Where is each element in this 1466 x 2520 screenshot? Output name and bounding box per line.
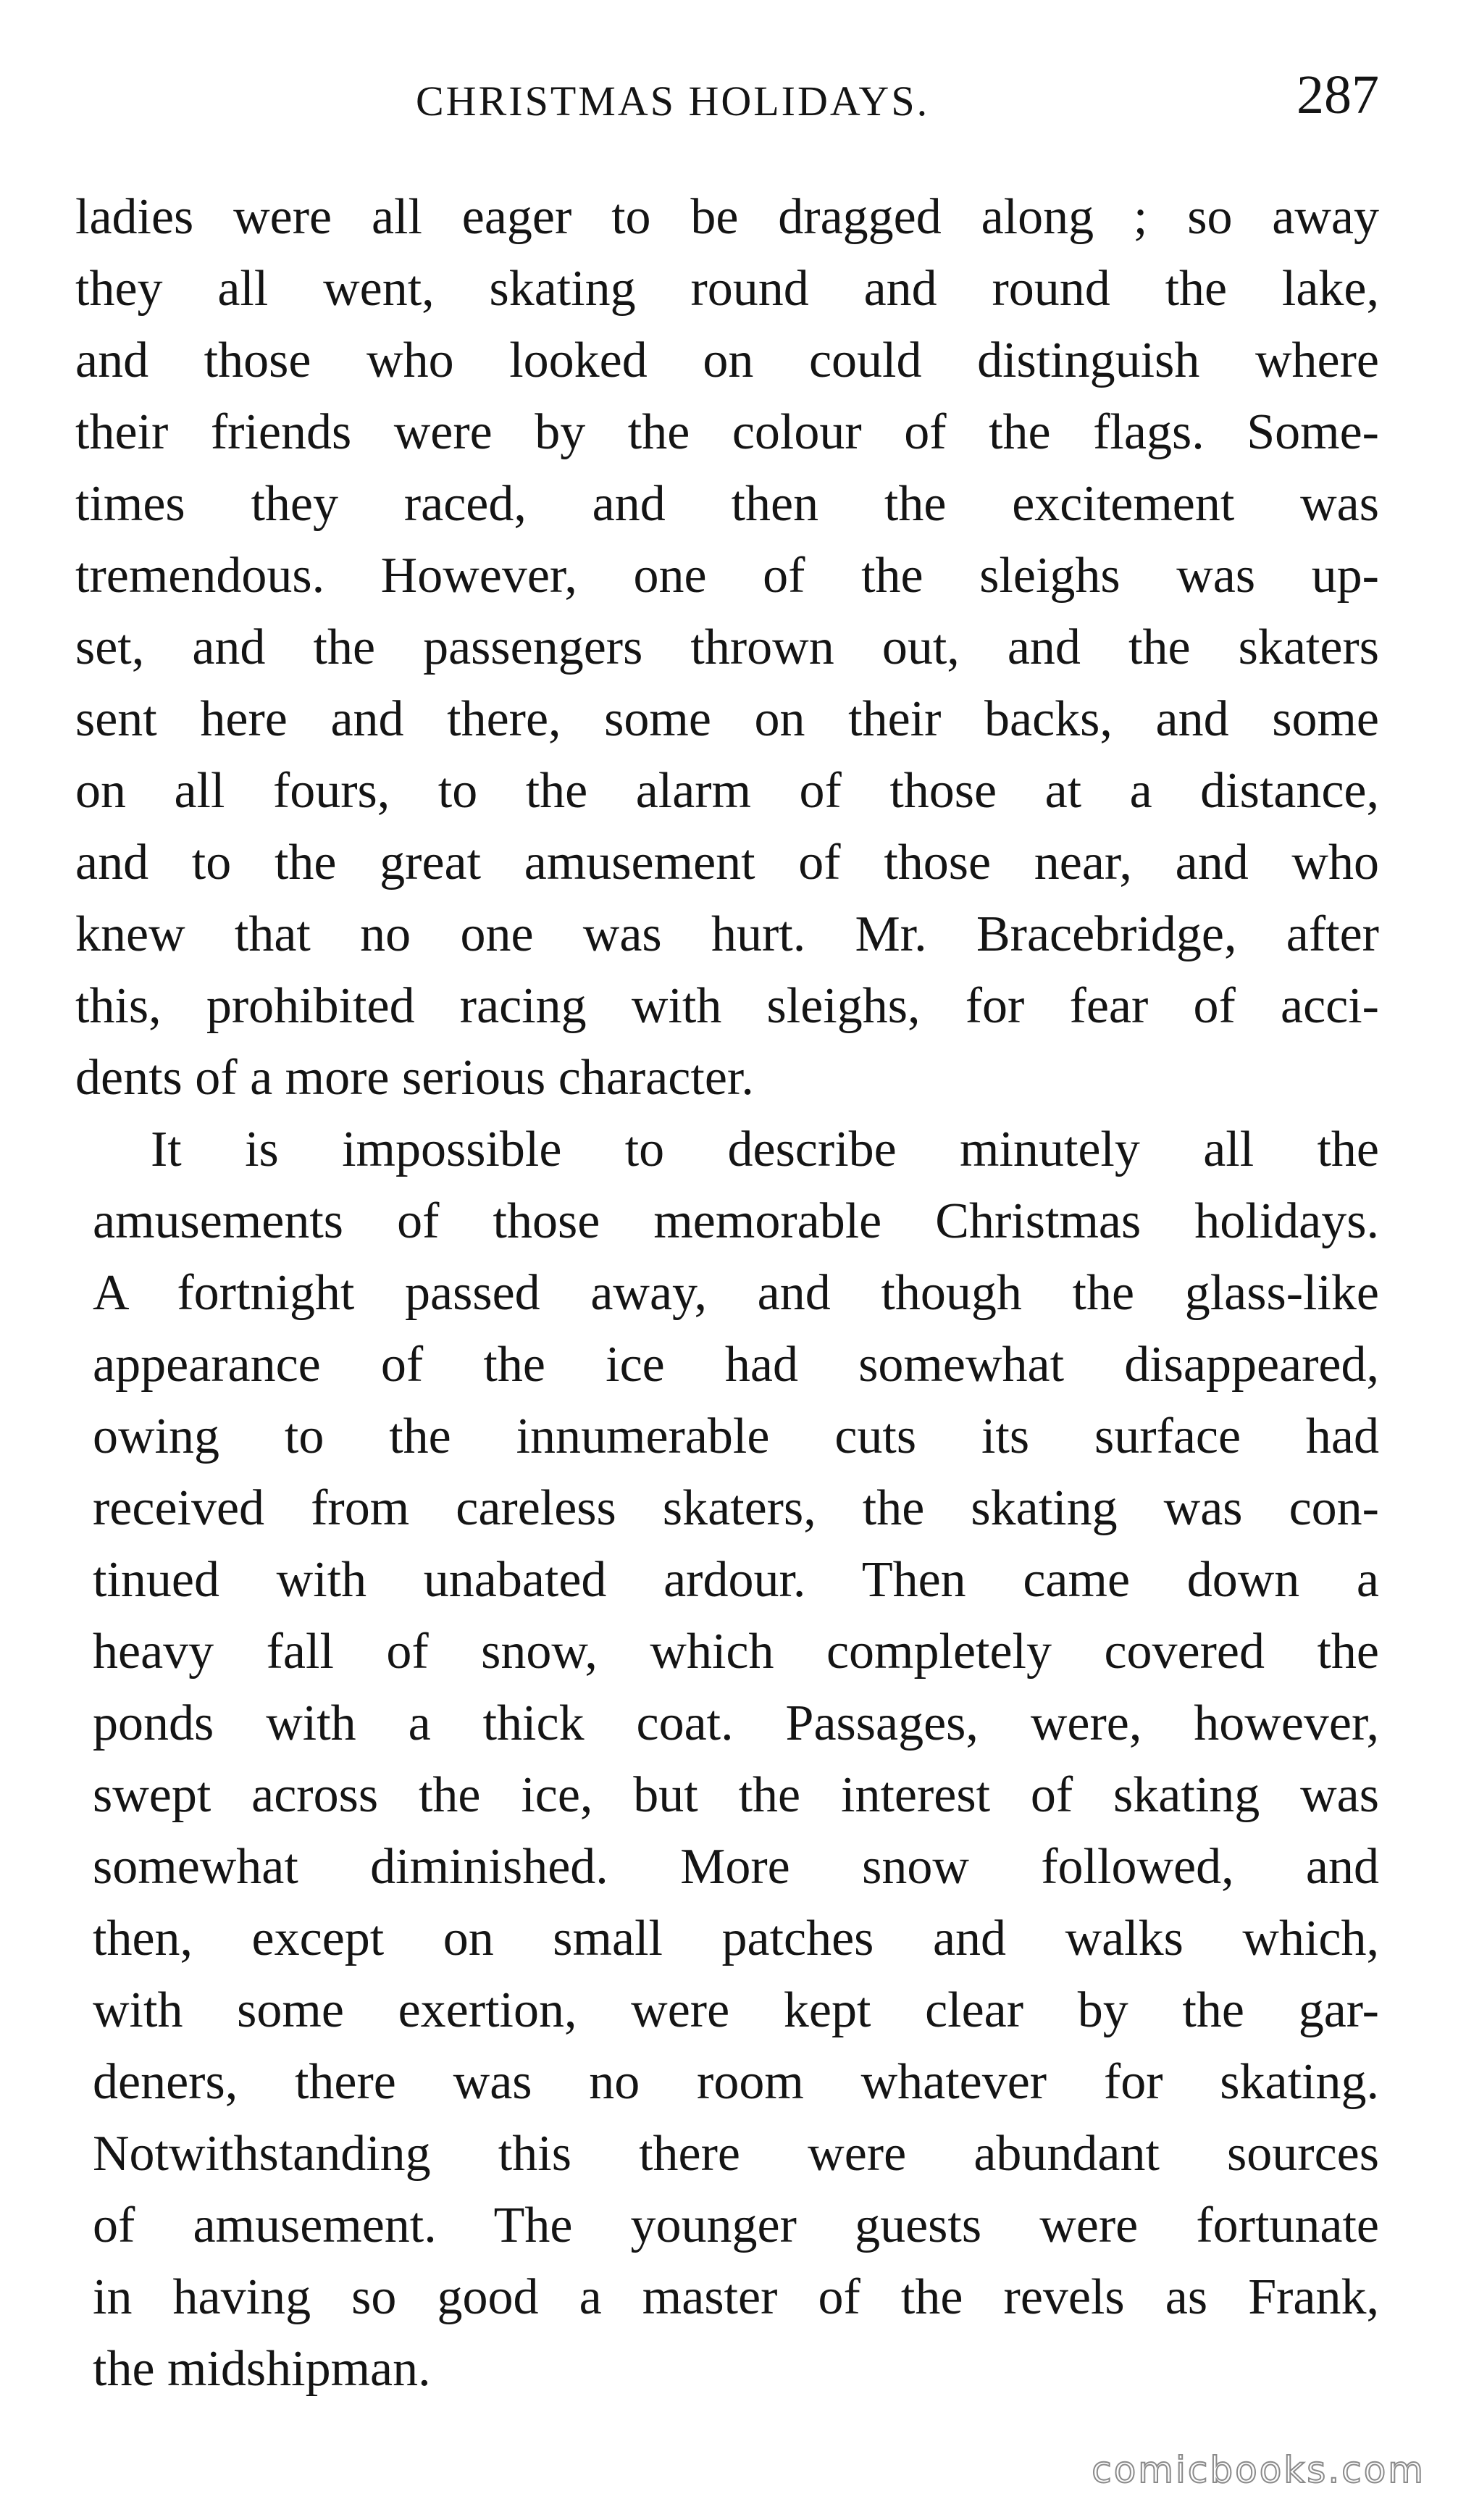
paragraph [75,1114,1379,2405]
text-line: their friends were by the colour of the flags. Some- [75,404,1379,460]
text-line: heavy fall of snow, which completely covered the [93,1624,1379,1680]
text-line: dents of a more serious character. [75,1050,754,1106]
text-line: and those who looked on could distinguish where [75,333,1379,388]
text-line: knew that no one was hurt. Mr. Bracebridge, after [75,906,1379,962]
text-line: Notwithstanding this there were abundant sources [93,2126,1379,2182]
text-line: ladies were all eager to be dragged along ; so away [75,189,1379,245]
text-line: they all went, skating round and round the lake, [75,261,1379,317]
text-line: with some exertion, were kept clear by the gar- [93,1982,1379,2038]
paragraph [75,181,1379,1114]
text-line: times they raced, and then the excitement was [75,476,1379,532]
text-line: sent here and there, some on their backs, and some [75,691,1379,747]
text-line: owing to the innumerable cuts its surface had [93,1409,1379,1464]
text-line: A fortnight passed away, and though the glass-like [93,1265,1379,1321]
text-line: on all fours, to the alarm of those at a distance, [75,763,1379,819]
text-line: this, prohibited racing with sleighs, for fear of acci- [75,978,1379,1034]
text-line: ponds with a thick coat. Passages, were, however, [93,1695,1379,1751]
text-line: in having so good a master of the revels as Frank, [93,2269,1379,2325]
text-line: then, except on small patches and walks which, [93,1911,1379,1966]
text-line: received from careless skaters, the skating was con- [93,1480,1379,1536]
text-line: swept across the ice, but the interest of skating was [93,1767,1379,1823]
body-text [75,181,1379,2405]
page-header [75,64,1379,136]
text-line: set, and the passengers thrown out, and the skaters [75,619,1379,675]
watermark: comicbooks.com [1092,2449,1425,2491]
text-line: tinued with unabated ardour. Then came down a [93,1552,1379,1608]
text-line: and to the great amusement of those near, and who [75,835,1379,890]
text-line: somewhat diminished. More snow followed, and [93,1839,1379,1895]
page-number: 287 [1297,64,1379,125]
text-line: tremendous. However, one of the sleighs was up- [75,548,1379,604]
running-head: CHRISTMAS HOLIDAYS. [416,78,930,125]
text-line: the midshipman. [93,2341,431,2397]
text-line: deners, there was no room whatever for skating. [93,2054,1379,2110]
text-line: appearance of the ice had somewhat disappeared, [93,1337,1379,1393]
text-line: of amusement. The younger guests were fortunate [93,2198,1379,2253]
text-line: It is impossible to describe minutely all the [151,1122,1379,1177]
text-line: amusements of those memorable Christmas holidays. [93,1193,1379,1249]
